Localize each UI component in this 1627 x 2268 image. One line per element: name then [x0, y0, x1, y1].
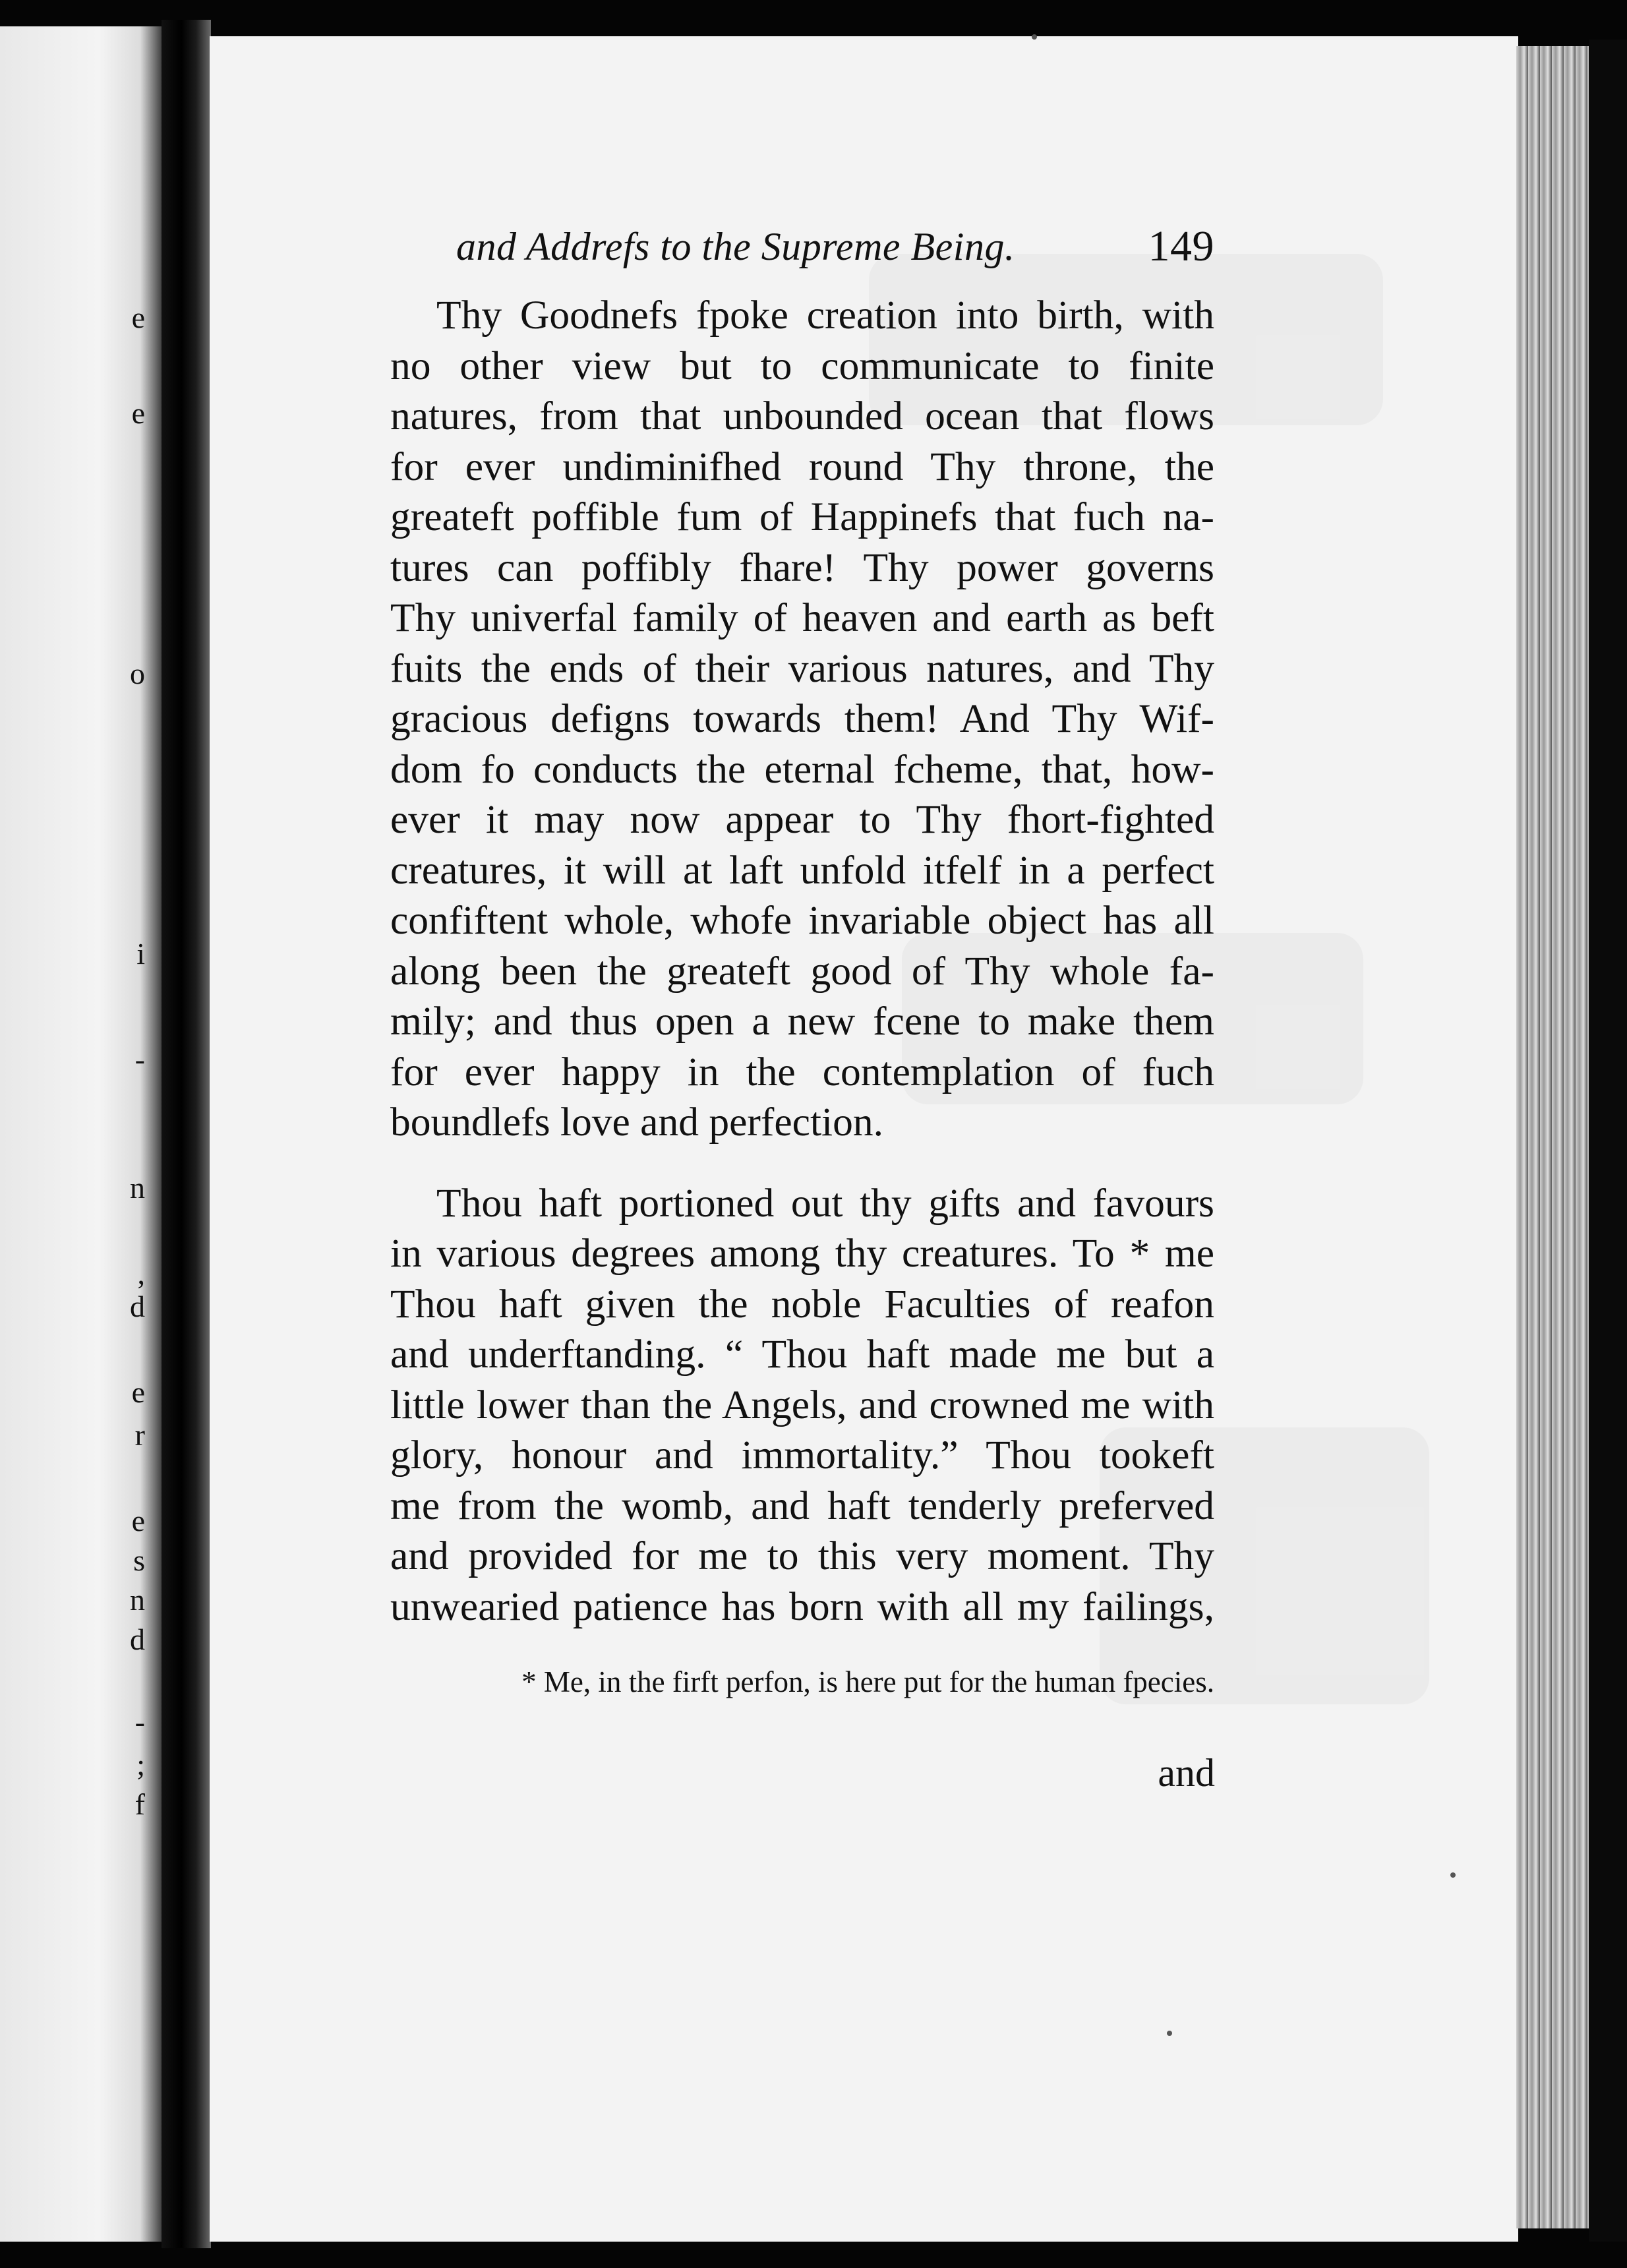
text-line: and provided for me to this very moment. Thy [390, 1534, 1214, 1578]
text-line: mily; and thus open a new fcene to make them [390, 999, 1214, 1044]
text-line: natures, from that unbounded ocean that flows [390, 394, 1214, 438]
text-line: in various degrees among thy creatures. To * me [390, 1231, 1214, 1276]
text-line: dom fo conducts the eternal fcheme, that, how- [390, 746, 1214, 792]
left-page-fragment: f [134, 1787, 145, 1821]
scan-border [1589, 40, 1627, 2242]
left-page-fragment: e [131, 301, 145, 334]
left-page-fragment: e [131, 396, 145, 430]
text-line: along been the greateft good of Thy whole fa- [390, 948, 1214, 994]
text-line: Thou haft portioned out thy gifts and favours [436, 1180, 1214, 1226]
text-line: ever it may now appear to Thy fhort-fighted [390, 797, 1214, 842]
left-page-fragment: ; [136, 1748, 145, 1781]
page-number: 149 [1148, 222, 1214, 270]
text-line: tures can poffibly fhare! Thy power governs [390, 545, 1214, 590]
left-facing-page-edge [0, 26, 165, 2242]
left-page-fragment: - [134, 1042, 145, 1076]
footnote: * Me, in the firft perfon, is here put for the human fpecies. [521, 1665, 1214, 1698]
left-page-fragment: n [130, 1583, 145, 1617]
text-line: Thy univerfal family of heaven and earth as beft [390, 595, 1214, 640]
left-page-fragment: o [130, 657, 145, 690]
text-line: Thy Goodnefs fpoke creation into birth, with [436, 293, 1214, 338]
catchword: and [1158, 1751, 1215, 1795]
main-text [390, 218, 1214, 1632]
text-line: glory, honour and immortality.” Thou tookeft [390, 1433, 1214, 1477]
left-page-fragment: - [134, 1705, 145, 1739]
left-page-fragment: , [137, 1257, 145, 1290]
text-line: creatures, it will at laft unfold itfelf in a perfect [390, 847, 1214, 893]
text-line: for ever undiminifhed round Thy throne, the [390, 444, 1214, 489]
page-edge-stack [1516, 46, 1589, 2228]
text-line: greateft poffible fum of Happinefs that fuch na- [390, 494, 1214, 539]
text-line: me from the womb, and haft tenderly preferved [390, 1483, 1214, 1528]
text-line: boundlefs love and perfection. [390, 1100, 883, 1145]
text-line: confiftent whole, whofe invariable object has all [390, 898, 1214, 943]
text-line: gracious defigns towards them! And Thy Wif- [390, 696, 1214, 741]
running-head [390, 218, 1214, 290]
left-page-fragment: d [130, 1623, 145, 1656]
left-page-fragment: i [136, 937, 145, 970]
left-page-fragment: e [131, 1504, 145, 1537]
paragraph [390, 290, 1214, 1148]
text-line: no other view but to communicate to finite [390, 343, 1214, 388]
left-page-fragment: n [130, 1171, 145, 1205]
paragraph [390, 1178, 1214, 1632]
left-page-fragment: d [130, 1290, 145, 1323]
text-line: Thou haft given the noble Faculties of reafon [390, 1281, 1214, 1327]
running-head-title: and Addrefs to the Supreme Being. [456, 225, 1015, 268]
text-line: unwearied patience has born with all my failings, [390, 1584, 1214, 1629]
text-line: fuits the ends of their various natures, and Thy [390, 645, 1214, 691]
binding-gutter [162, 20, 211, 2248]
text-line: and underftanding. “ Thou haft made me but a [390, 1332, 1214, 1377]
left-page-fragment: e [131, 1375, 145, 1409]
text-line: for ever happy in the contemplation of fuch [390, 1049, 1214, 1094]
left-page-fragment: s [133, 1543, 145, 1577]
text-line: little lower than the Angels, and crowned me with [390, 1382, 1214, 1427]
left-page-fragment: r [134, 1418, 145, 1452]
